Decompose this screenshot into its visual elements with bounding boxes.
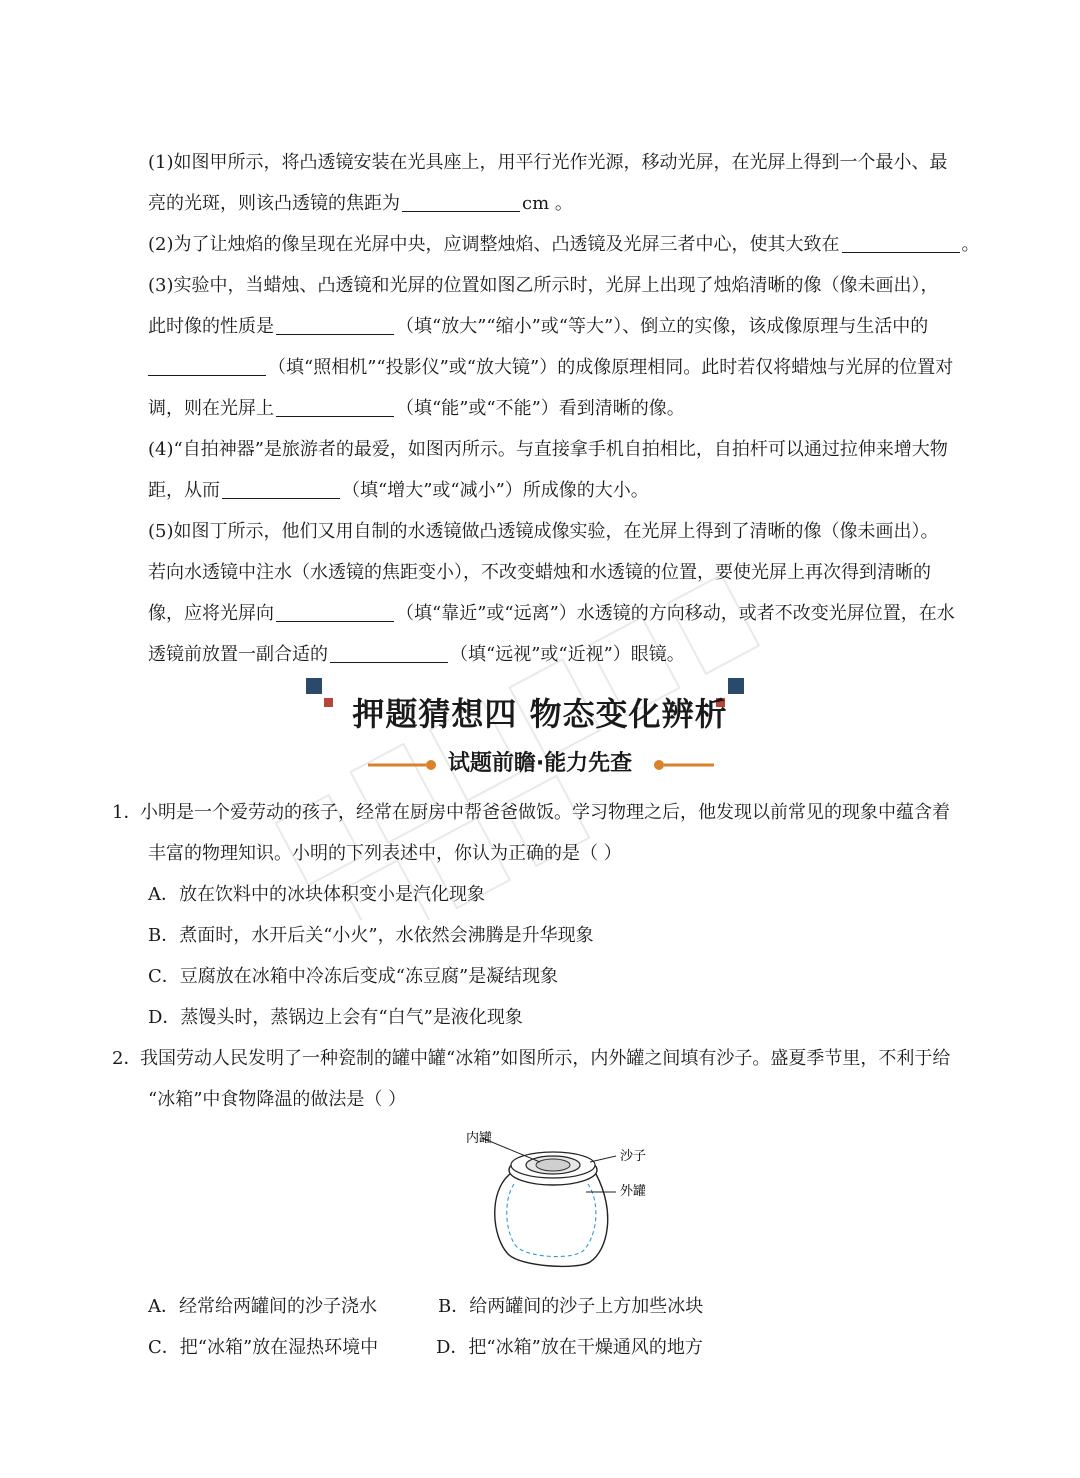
q5-line-4-rest: （填“远视”或“近视”）眼镜。 [450,644,685,665]
q3-line-2-rest: （填“放大”“缩小”或“等大”）、倒立的实像，该成像原理与生活中的 [396,316,929,337]
question-2-option-a: A．经常给两罐间的沙子浇水 [148,1296,377,1317]
label-sand: 沙子 [620,1149,647,1164]
q4-line-2-text: 距，从而 [148,480,220,501]
q3-line-1: (3)实验中，当蜡烛、凸透镜和光屏的位置如图乙所示时，光屏上出现了烛焰清晰的像（像未画出）， [148,275,939,296]
question-2-line-1: 我国劳动人民发明了一种瓷制的罐中罐“冰箱”如图所示，内外罐之间填有沙子。盛夏季节里，不利于给 [140,1048,951,1069]
question-1-option-d: D．蒸馒头时，蒸锅边上会有“白气”是液化现象 [148,1007,523,1028]
q5-line-3-text: 像，应将光屏向 [148,603,274,624]
question-1-option-a: A．放在饮料中的冰块体积变小是汽化现象 [148,884,485,905]
q1-line-1: (1)如图甲所示，将凸透镜安装在光具座上，用平行光作光源，移动光屏，在光屏上得到一个最小、最 [148,152,948,173]
q1-line-2-unit: cm 。 [522,193,573,214]
q5-line-3-rest: （填“靠近”或“远离”）水透镜的方向移动，或者不改变光屏位置，在水 [396,603,955,624]
q3-line-4-text: 调，则在光屏上 [148,398,274,419]
answer-blank [276,394,394,417]
section-subtitle: 试题前瞻·能力先查 [447,751,633,776]
q3-line-3 [148,347,978,388]
lens-experiment-questions [148,142,978,675]
question-1-option-c: C．豆腐放在冰箱中冷冻后变成“冻豆腐”是凝结现象 [148,966,559,987]
answer-blank [842,230,960,253]
q3-line-4-rest: （填“能”或“不能”）看到清晰的像。 [396,398,685,419]
q4-line-2-rest: （填“增大”或“减小”）所成像的大小。 [342,480,649,501]
q3-line-2-text: 此时像的性质是 [148,316,274,337]
answer-blank [148,353,266,376]
q4-line-1: (4)“自拍神器”是旅游者的最爱，如图丙所示。与直接拿手机自拍相比，自拍杆可以通过拉伸来增大物 [148,439,948,460]
pot-in-pot-figure [458,1122,678,1272]
q3-line-2 [148,306,978,347]
q5-line-1: (5)如图丁所示，他们又用自制的水透镜做凸透镜成像实验，在光屏上得到了清晰的像（像未画出）。 [148,521,939,542]
answer-blank [276,599,394,622]
question-2-line-2: “冰箱”中食物降温的做法是（ ） [148,1089,407,1110]
question-2-option-c: C．把“冰箱”放在湿热环境中 [148,1337,379,1358]
question-1-line-1: 小明是一个爱劳动的孩子，经常在厨房中帮爸爸做饭。学习物理之后，他发现以前常见的现象中蕴含着 [140,802,950,823]
q2-line-1-text: (2)为了让烛焰的像呈现在光屏中央，应调整烛焰、凸透镜及光屏三者中心，使其大致在 [148,234,840,255]
q5-line-4-text: 透镜前放置一副合适的 [148,644,328,665]
answer-blank [330,640,448,663]
q3-line-3-rest: （填“照相机”“投影仪”或“放大镜”）的成像原理相同。此时若仅将蜡烛与光屏的位置对 [268,357,954,378]
q1-line-2 [148,183,978,224]
q5-line-4 [148,634,978,675]
q2-line-1 [148,224,978,265]
question-1-number: 1． [112,802,142,823]
label-inner-pot: 内罐 [466,1131,493,1146]
question-1-line-2: 丰富的物理知识。小明的下列表述中，你认为正确的是（ ） [148,843,622,864]
answer-blank [402,189,520,212]
subtitle-line-right-icon [652,758,714,772]
question-2-option-d: D．把“冰箱”放在干燥通风的地方 [436,1337,703,1358]
answer-blank [276,312,394,335]
question-2-option-b: B．给两罐间的沙子上方加些冰块 [438,1296,704,1317]
q1-line-2-text: 亮的光斑，则该凸透镜的焦距为 [148,193,400,214]
q5-line-3 [148,593,978,634]
section-title: 押题猜想四 物态变化辨析 [352,695,728,733]
q5-line-2: 若向水透镜中注水（水透镜的焦距变小），不改变蜡烛和水透镜的位置，要使光屏上再次得到清晰的 [148,562,931,583]
q3-line-4 [148,388,978,429]
answer-blank [222,476,340,499]
label-outer-pot: 外罐 [620,1184,647,1199]
question-2-number: 2． [112,1048,142,1069]
q4-line-2 [148,470,978,511]
q2-line-1-end: 。 [961,234,980,255]
question-1-option-b: B．煮面时，水开后关“小火”，水依然会沸腾是升华现象 [148,925,594,946]
